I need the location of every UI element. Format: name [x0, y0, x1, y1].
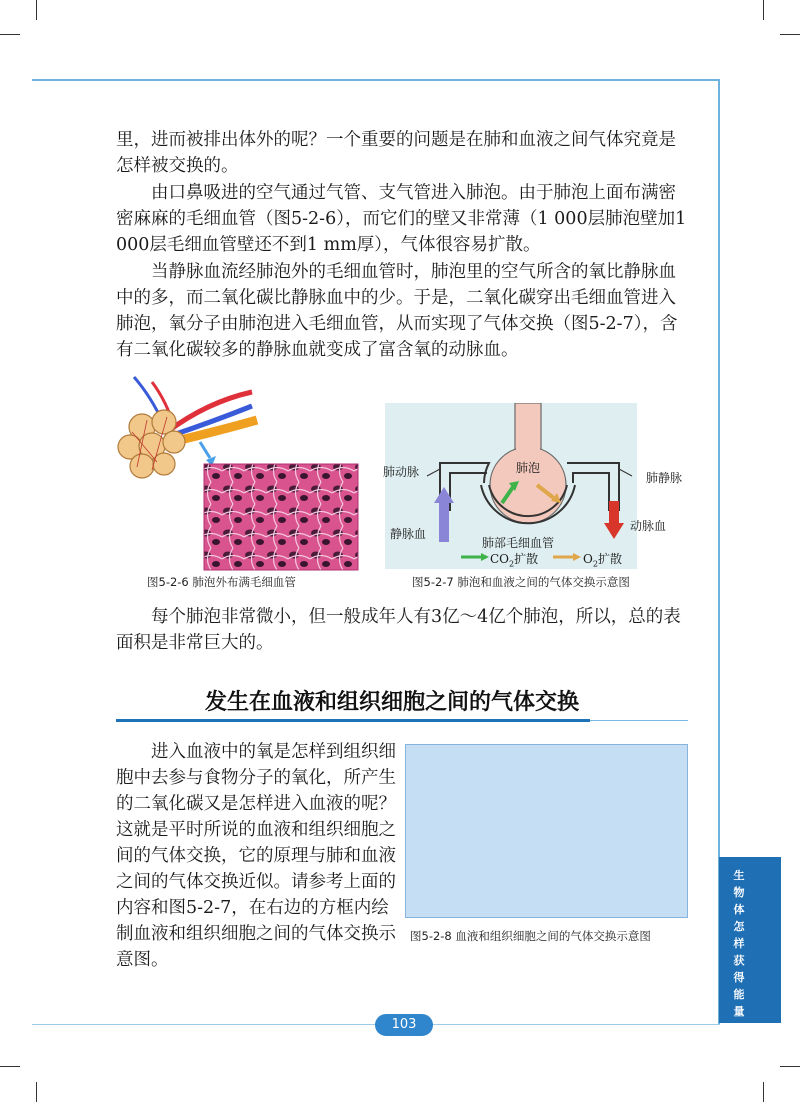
- o2-legend-label: $O_2$扩散: [583, 552, 622, 569]
- capillary-label: 肺部毛细血管: [482, 536, 555, 550]
- crop-mark: [780, 1066, 800, 1067]
- chapter-side-tab: [719, 857, 781, 1023]
- side-tab-char: 怎: [733, 920, 745, 933]
- title-underline-extension: [590, 720, 688, 721]
- figure-5-2-7-caption: 图5-2-7 肺泡和血液之间的气体交换示意图: [412, 575, 630, 589]
- figure-5-2-6-caption: 图5-2-6 肺泡外布满毛细血管: [147, 575, 296, 589]
- side-tab-char: 获: [733, 954, 745, 967]
- drawing-box[interactable]: [405, 744, 688, 918]
- title-underline: [116, 719, 590, 722]
- side-tab-char: 能: [733, 988, 745, 1001]
- crop-mark: [36, 1082, 37, 1102]
- side-tab-char: 得: [733, 971, 745, 984]
- alveolus-label: 肺泡: [516, 461, 541, 475]
- alveoli-capillary-figure: [112, 372, 362, 572]
- page-frame-top: [32, 79, 720, 81]
- paragraph-1: 里，进而被排出体外的呢？一个重要的问题是在肺和血液之间气体究竟是怎样被交换的。: [116, 130, 676, 176]
- crop-mark: [0, 34, 20, 35]
- figure-5-2-8-caption: 图5-2-8 血液和组织细胞之间的气体交换示意图: [410, 929, 651, 943]
- side-tab-char: 生: [733, 869, 745, 882]
- crop-mark: [0, 1066, 20, 1067]
- page-number: 103: [375, 1014, 433, 1036]
- crop-mark: [763, 0, 764, 20]
- co2-legend-label: $CO_2$扩散: [490, 552, 539, 569]
- arterial-blood-label: 动脉血: [630, 519, 667, 533]
- side-tab-char: 体: [733, 903, 745, 916]
- crop-mark: [36, 0, 37, 20]
- paragraph-3: 当静脉血流经肺泡外的毛细血管时，肺泡里的空气所含的氧比静脉血中的多，而二氧化碳比静脉血中的少。于是，二氧化碳穿出毛细血管进入肺泡，氧分子由肺泡进入毛细血管，从而实现了气体交换（图5-2-7），含有二氧化碳较多的静脉血就变成了富含氧的动脉血。: [116, 262, 678, 360]
- venous-blood-label: 静脉血: [390, 527, 427, 541]
- paragraph-4: 每个肺泡非常微小，但一般成年人有3亿～4亿个肺泡，所以，总的表面积是非常巨大的。: [116, 607, 681, 653]
- crop-mark: [780, 34, 800, 35]
- section-title: 发生在血液和组织细胞之间的气体交换: [205, 690, 580, 715]
- crop-mark: [763, 1082, 764, 1102]
- side-tab-char: 样: [733, 937, 745, 950]
- paragraph-2: 由口鼻吸进的空气通过气管、支气管进入肺泡。由于肺泡上面布满密密麻麻的毛细血管（图5-2-6），而它们的壁又非常薄（1 000层肺泡壁加1 000层毛细血管壁还不到1 mm厚），气体很容易扩散。: [116, 183, 687, 255]
- pulmonary-vein-label: 肺静脉: [646, 471, 683, 485]
- side-tab-char: 物: [733, 886, 745, 899]
- pulmonary-artery-label: 肺动脉: [383, 465, 420, 479]
- section-body: 进入血液中的氧是怎样到组织细胞中去参与食物分子的氧化，所产生的二氧化碳又是怎样进入血液的呢？这就是平时所说的血液和组织细胞之间的气体交换，它的原理与肺和血液之间的气体交换近似。请参考上面的内容和图5-2-7，在右边的方框内绘制血液和组织细胞之间的气体交换示意图。: [116, 742, 396, 970]
- side-tab-char: 量: [733, 1005, 745, 1018]
